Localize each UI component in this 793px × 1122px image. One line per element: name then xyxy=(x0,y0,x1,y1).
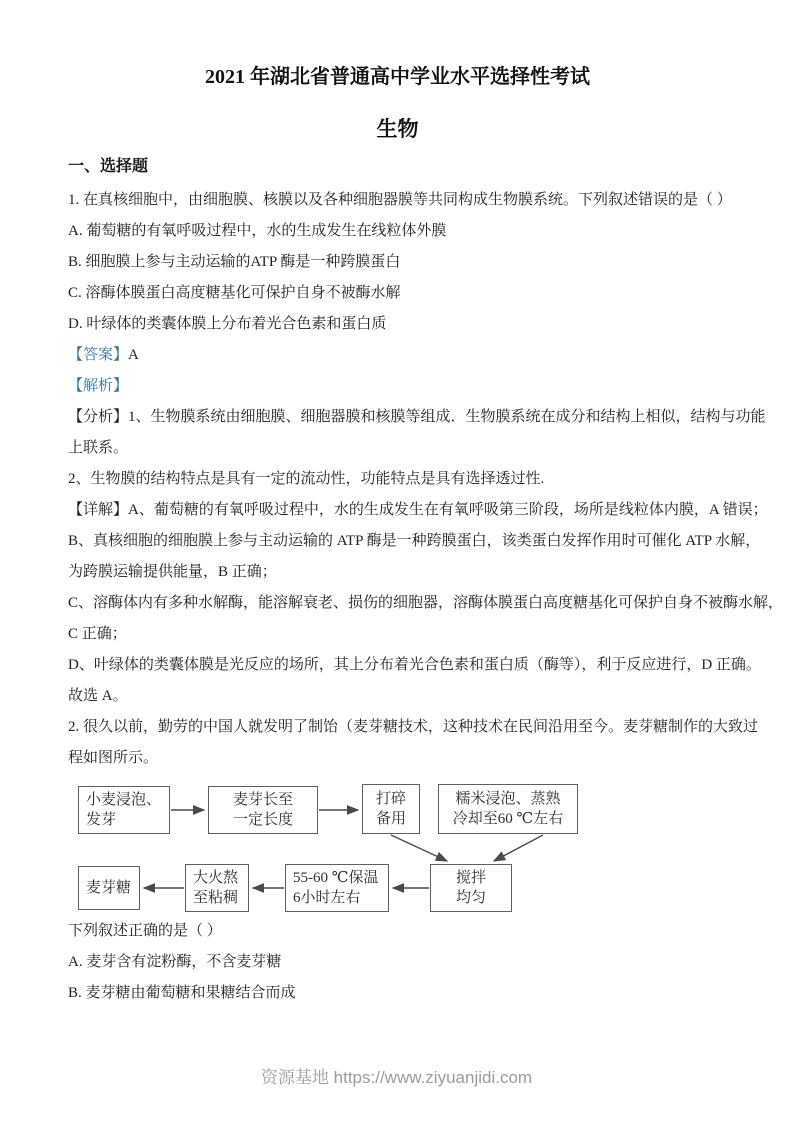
subject-title: 生物 xyxy=(376,117,419,141)
box-line: 至粘稠 xyxy=(193,890,239,906)
q1-analysis-line-1: 【分析】1、生物膜系统由细胞膜、细胞器膜和核膜等组成．生物膜系统在成分和结构上相似，结构与功能 xyxy=(68,409,766,425)
box-line: 麦芽长至 xyxy=(232,792,293,808)
box-line: 备用 xyxy=(375,811,406,827)
flowchart-box-wheat-soak xyxy=(78,786,170,834)
box-line: 糯米浸泡、蒸熟 xyxy=(455,791,561,807)
box-line: 均匀 xyxy=(455,890,486,906)
footer-site-name: 资源基地 xyxy=(260,1068,329,1087)
box-line: 发芽 xyxy=(86,812,117,828)
q1-detail-line-3: 为跨膜运输提供能量，B 正确； xyxy=(68,564,277,580)
box-line: 打碎 xyxy=(375,791,406,807)
box-line: 搅拌 xyxy=(455,870,486,886)
q2-stem-line-2: 程如图所示。 xyxy=(68,750,159,766)
box-line: 一定长度 xyxy=(232,812,293,828)
q1-detail-line-6: D、叶绿体的类囊体膜是光反应的场所，其上分布着光合色素和蛋白质（酶等），利于反应进行，D 正确。 xyxy=(68,657,761,673)
q1-detail-line-2: B、真核细胞的细胞膜上参与主动运输的 ATP 酶是一种跨膜蛋白，该类蛋白发挥作用时可催化 ATP 水解， xyxy=(68,533,761,549)
flowchart-box-rice-steam xyxy=(438,784,578,834)
footer-url: https://www.ziyuanjidi.com xyxy=(333,1068,533,1087)
box-line: 6小时左右 xyxy=(293,890,361,906)
q1-answer-line xyxy=(68,340,727,371)
box-line: 55-60 ℃保温 xyxy=(293,870,379,886)
flowchart-box-malt-grow xyxy=(208,786,318,834)
q2-option-a: A. 麦芽含有淀粉酶，不含麦芽糖 xyxy=(68,954,282,970)
q1-conclusion-line: 故选 A。 xyxy=(68,688,128,704)
section-heading: 一、选择题 xyxy=(68,158,149,175)
box-line: 冷却至60 ℃左右 xyxy=(452,811,564,827)
arrow-crush-to-stir xyxy=(391,835,447,861)
maltose-process-flowchart xyxy=(75,780,587,916)
flowchart-box-boil xyxy=(185,864,249,912)
q1-option-b: B. 细胞膜上参与主动运输的ATP 酶是一种跨膜蛋白 xyxy=(68,254,401,270)
answer-label: 【答案】 xyxy=(68,347,129,363)
q1-detail-line-1: 【详解】A、葡萄糖的有氧呼吸过程中，水的生成发生在有氧呼吸第三阶段，场所是线粒体内膜，A 错误； xyxy=(68,502,768,518)
explain-label: 【解析】 xyxy=(68,378,129,394)
q1-explain-label-line xyxy=(68,371,727,402)
arrow-rice-to-stir xyxy=(494,835,543,861)
q1-detail-line-4: C、溶酶体内有多种水解酶，能溶解衰老、损伤的细胞器，溶酶体膜蛋白高度糖基化可保护自身不被酶水解， xyxy=(68,595,784,611)
box-line: 麦芽糖 xyxy=(86,880,132,896)
q1-option-c: C. 溶酶体膜蛋白高度糖基化可保护自身不被酶水解 xyxy=(68,285,401,301)
q1-option-d: D. 叶绿体的类囊体膜上分布着光合色素和蛋白质 xyxy=(68,316,387,332)
footer-watermark xyxy=(0,1066,793,1090)
box-line: 小麦浸泡、 xyxy=(86,792,162,808)
box-line: 大火熬 xyxy=(193,870,239,886)
page-title: 2021 年湖北省普通高中学业水平选择性考试 xyxy=(205,66,590,88)
q2-option-b: B. 麦芽糖由葡萄糖和果糖结合而成 xyxy=(68,985,296,1001)
flowchart-box-crush xyxy=(362,784,420,834)
q1-analysis-line-3: 2、生物膜的结构特点是具有一定的流动性，功能特点是具有选择透过性. xyxy=(68,471,545,487)
q2-stem-line-1: 2. 很久以前，勤劳的中国人就发明了制饴（麦芽糖技术，这种技术在民间沿用至今。麦芽糖制作的大致过 xyxy=(68,719,759,735)
q1-option-a: A. 葡萄糖的有氧呼吸过程中，水的生成发生在线粒体外膜 xyxy=(68,223,447,239)
flowchart-box-stir xyxy=(430,864,512,912)
flowchart-box-maltose xyxy=(78,866,140,910)
q2-question-line: 下列叙述正确的是（ ） xyxy=(68,923,222,939)
q1-analysis-line-2: 上联系。 xyxy=(68,440,129,456)
answer-value: A xyxy=(128,347,139,363)
flowchart-box-keep-warm xyxy=(285,864,389,912)
q1-detail-line-5: C 正确； xyxy=(68,626,127,642)
q1-stem: 1. 在真核细胞中，由细胞膜、核膜以及各种细胞器膜等共同构成生物膜系统。下列叙述错误的是（ ） xyxy=(68,192,732,208)
